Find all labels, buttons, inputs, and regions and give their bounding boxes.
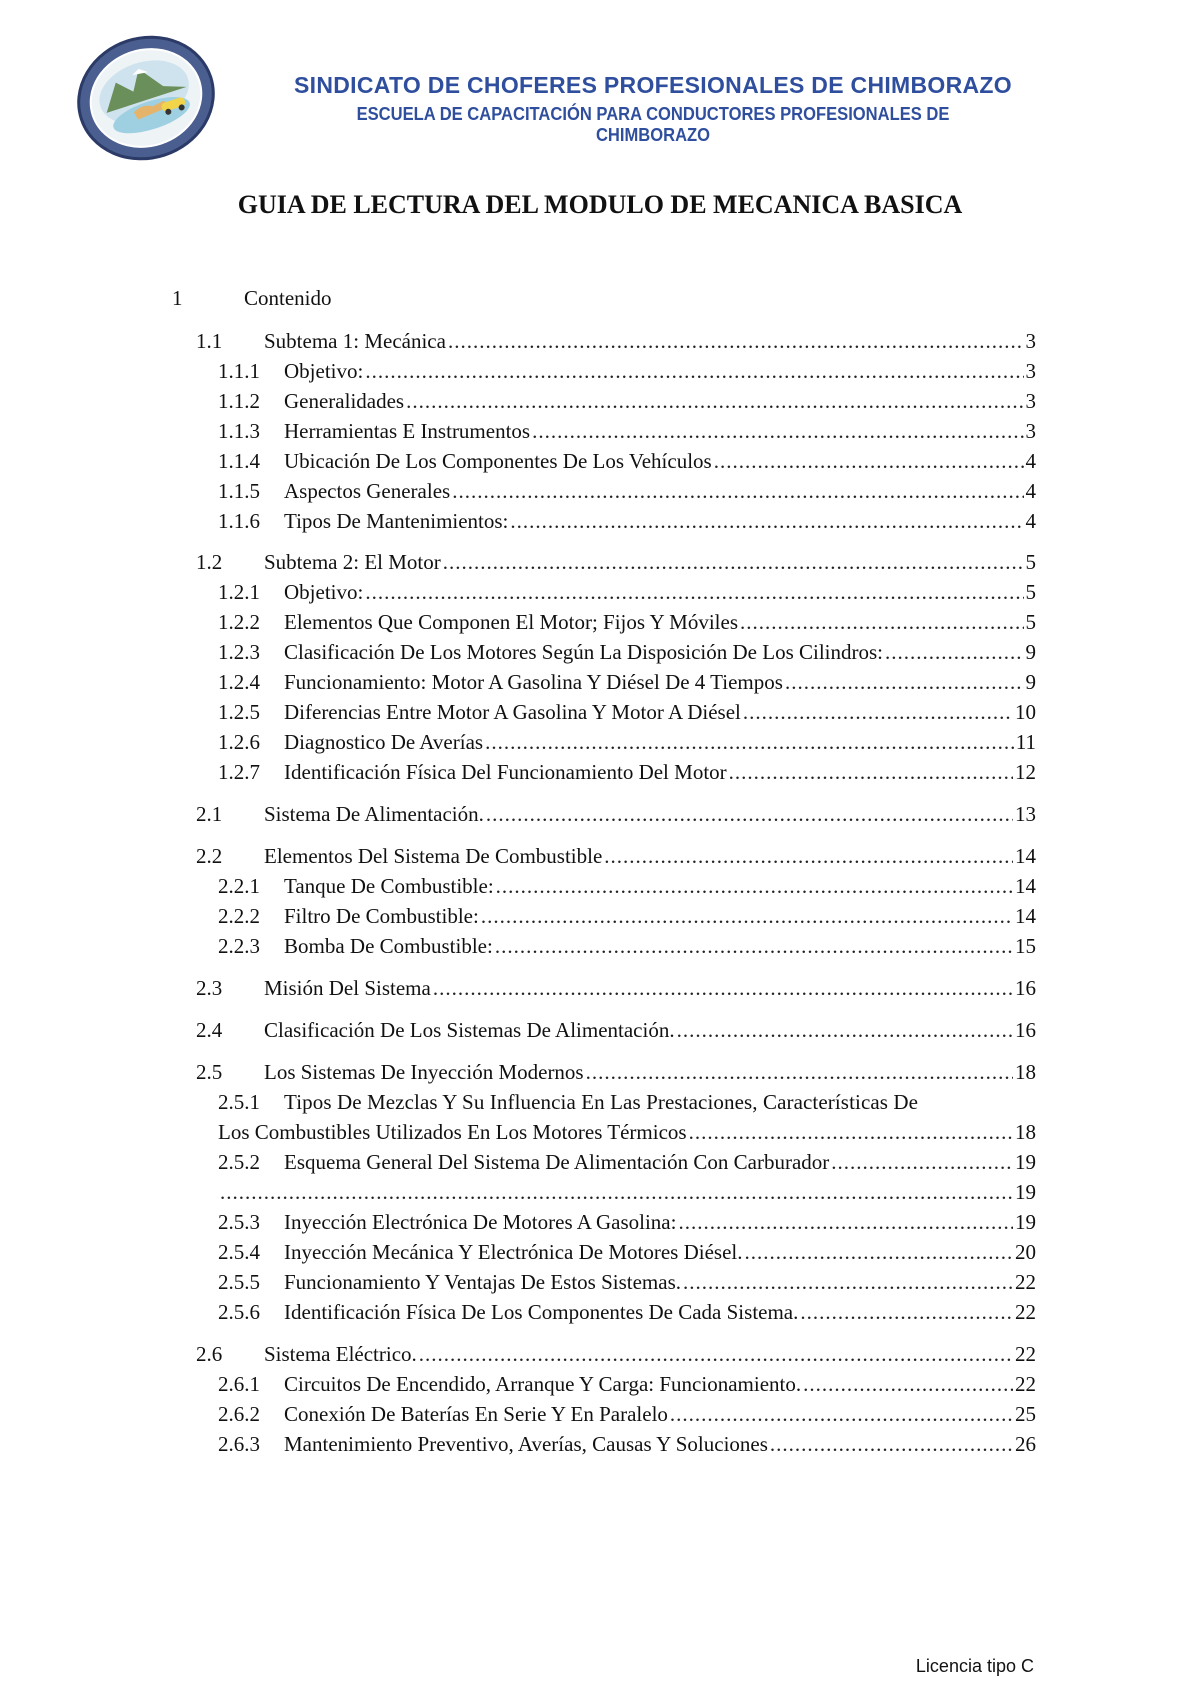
toc-entry[interactable] xyxy=(218,448,1036,474)
toc-entry[interactable] xyxy=(218,1089,1036,1115)
toc-entry-title: Esquema General Del Sistema De Alimentación Con Carburador xyxy=(284,1150,830,1174)
toc-entry[interactable] xyxy=(196,843,1036,869)
toc-entry[interactable] xyxy=(218,1431,1036,1457)
toc-entry-title: Elementos Que Componen El Motor; Fijos Y Móviles xyxy=(284,610,739,634)
toc-entry-number: 2.3 xyxy=(196,976,223,1000)
toc-entry[interactable] xyxy=(218,358,1036,384)
toc-entry-number: 1.1.3 xyxy=(218,419,260,443)
toc-entry[interactable] xyxy=(218,508,1036,534)
toc-leader-dots xyxy=(365,579,1023,605)
toc-entry-number: 2.2 xyxy=(196,844,223,868)
toc-entry[interactable] xyxy=(218,639,1036,665)
toc-entry-title: Bomba De Combustible: xyxy=(284,934,493,958)
toc-leader-dots xyxy=(496,873,1013,899)
toc-entry-page: 5 xyxy=(1025,580,1036,604)
toc-leader-dots xyxy=(743,699,1013,725)
toc-entry-page: 22 xyxy=(1015,1342,1036,1366)
toc-leader-dots xyxy=(481,903,1013,929)
toc-entry-page: 19 xyxy=(1015,1180,1036,1204)
toc-entry-page: 16 xyxy=(1015,976,1036,1000)
toc-entry-page: 18 xyxy=(1015,1060,1036,1084)
toc-entry-number: 1.1 xyxy=(196,329,223,353)
footer-license: Licencia tipo C xyxy=(915,1656,1034,1676)
toc-entry-number: 1.2.1 xyxy=(218,580,260,604)
toc-entry[interactable] xyxy=(196,328,1036,354)
toc-entry[interactable] xyxy=(196,1017,1036,1043)
toc-entry[interactable] xyxy=(196,549,1036,575)
toc-entry-page: 22 xyxy=(1015,1270,1036,1294)
toc-entry-title: Objetivo: xyxy=(284,580,364,604)
toc-entry-title: Aspectos Generales xyxy=(284,479,451,503)
toc-entry-number: 2.6.3 xyxy=(218,1432,260,1456)
toc-entry-page: 19 xyxy=(1015,1210,1036,1234)
toc-entry-number: 1.2.2 xyxy=(218,610,260,634)
toc-entry[interactable] xyxy=(218,1209,1036,1235)
toc-entry-number: 2.5.4 xyxy=(218,1240,260,1264)
toc-entry-page: 3 xyxy=(1025,419,1036,443)
page-header xyxy=(0,0,1200,180)
toc-entry[interactable] xyxy=(218,1299,1036,1325)
toc-entry-number: 1.1.6 xyxy=(218,509,260,533)
toc-entry-number: 2.5.2 xyxy=(218,1150,260,1174)
toc-entry-title: Inyección Electrónica De Motores A Gasolina: xyxy=(284,1210,677,1234)
toc-entry-page: 11 xyxy=(1015,730,1036,754)
toc-entry-title: Diferencias Entre Motor A Gasolina Y Motor A Diésel xyxy=(284,700,741,724)
toc-entry-number: 2.2.3 xyxy=(218,934,260,958)
toc-leader-dots xyxy=(365,358,1023,384)
toc-entry-page: 18 xyxy=(1015,1120,1036,1144)
toc-entry-page: 4 xyxy=(1025,449,1036,473)
toc-entry-page: 9 xyxy=(1025,640,1036,664)
toc-entry[interactable] xyxy=(218,388,1036,414)
toc-entry[interactable] xyxy=(218,478,1036,504)
toc-entry-title: Identificación Física De Los Componentes De Cada Sistema. xyxy=(284,1300,799,1324)
toc-entry-number: 1.1.2 xyxy=(218,389,260,413)
toc-entry-page: 9 xyxy=(1025,670,1036,694)
toc-entry-number: 2.6.1 xyxy=(218,1372,260,1396)
toc-entry-title: Clasificación De Los Motores Según La Disposición De Los Cilindros: xyxy=(284,640,884,664)
toc-entry-number: 2.6.2 xyxy=(218,1402,260,1426)
toc-entry-page: 4 xyxy=(1025,509,1036,533)
toc-leader-dots xyxy=(683,1269,1013,1295)
toc-entry[interactable] xyxy=(218,729,1036,755)
toc-entry-number: 1.2.7 xyxy=(218,760,260,784)
toc-entry-title: Los Combustibles Utilizados En Los Motores Térmicos xyxy=(218,1120,687,1144)
toc-leader-dots xyxy=(604,843,1013,869)
toc-entry-page: 22 xyxy=(1015,1372,1036,1396)
toc-entry-page: 26 xyxy=(1015,1432,1036,1456)
toc-entry-title: Inyección Mecánica Y Electrónica De Motores Diésel. xyxy=(284,1240,743,1264)
toc-entry[interactable] xyxy=(218,1239,1036,1265)
toc-entry-page: 5 xyxy=(1025,610,1036,634)
toc-leader-dots xyxy=(770,1431,1013,1457)
toc-entry-title: Identificación Física Del Funcionamiento Del Motor xyxy=(284,760,727,784)
toc-leader-dots xyxy=(831,1149,1013,1175)
toc-entry[interactable] xyxy=(218,1149,1036,1175)
toc-leader-dots xyxy=(448,328,1024,354)
toc-entry-title: Sistema De Alimentación. xyxy=(264,802,484,826)
toc-entry-page: 3 xyxy=(1025,359,1036,383)
toc-entry-title: Tipos De Mantenimientos: xyxy=(284,509,509,533)
toc-entry-page: 13 xyxy=(1015,802,1036,826)
toc-entry-number: 1.1.1 xyxy=(218,359,260,383)
toc-entry-title: Sistema Eléctrico. xyxy=(264,1342,417,1366)
toc-leader-dots xyxy=(532,418,1023,444)
toc-leader-dots xyxy=(486,801,1013,827)
toc-entry-page: 3 xyxy=(1025,329,1036,353)
toc-entry-number: 2.4 xyxy=(196,1018,223,1042)
toc-entry[interactable] xyxy=(218,873,1036,899)
toc-entry-page: 14 xyxy=(1015,844,1036,868)
toc-entry-title: Subtema 2: El Motor xyxy=(264,550,441,574)
toc-heading-label: Contenido xyxy=(244,286,332,310)
toc-leader-dots xyxy=(740,609,1023,635)
toc-entry-number: 1.1.4 xyxy=(218,449,260,473)
toc-leader-dots xyxy=(443,549,1024,575)
toc-entry[interactable] xyxy=(196,1059,1036,1085)
toc-entry-title: Objetivo: xyxy=(284,359,364,383)
organization-subtitle: ESCUELA DE CAPACITACIÓN PARA CONDUCTORES PROFESIONALES DE CHIMBORAZO xyxy=(356,104,950,145)
toc-entry-title: Tipos De Mezclas Y Su Influencia En Las Prestaciones, Características De xyxy=(284,1090,919,1114)
toc-leader-dots xyxy=(714,448,1024,474)
toc-leader-dots xyxy=(433,975,1013,1001)
toc-leader-dots xyxy=(885,639,1023,665)
toc-entry[interactable] xyxy=(218,759,1036,785)
toc-entry-number: 1.2.5 xyxy=(218,700,260,724)
toc-entry-title: Diagnostico De Averías xyxy=(284,730,484,754)
toc-leader-dots xyxy=(803,1371,1013,1397)
toc-leader-dots xyxy=(745,1239,1014,1265)
toc-entry[interactable] xyxy=(218,669,1036,695)
toc-leader-dots xyxy=(495,933,1013,959)
toc-entry-title: Mantenimiento Preventivo, Averías, Causas Y Soluciones xyxy=(284,1432,768,1456)
toc-entry-number: 2.2.2 xyxy=(218,904,260,928)
toc-entry-title: Misión Del Sistema xyxy=(264,976,431,1000)
toc-leader-dots xyxy=(689,1119,1013,1145)
toc-entry-number: 2.2.1 xyxy=(218,874,260,898)
toc-entry[interactable] xyxy=(218,933,1036,959)
toc-entry-number: 2.5.1 xyxy=(218,1090,260,1114)
toc-leader-dots xyxy=(510,508,1023,534)
toc-entry-title: Subtema 1: Mecánica xyxy=(264,329,446,353)
toc-entry-title: Elementos Del Sistema De Combustible xyxy=(264,844,603,868)
toc-entry-number: 2.6 xyxy=(196,1342,223,1366)
toc-entry[interactable] xyxy=(218,1371,1036,1397)
toc-entry-page: 20 xyxy=(1015,1240,1036,1264)
toc-entry-page: 10 xyxy=(1015,700,1036,724)
toc-leader-dots xyxy=(220,1179,1013,1205)
toc-leader-dots xyxy=(800,1299,1013,1325)
document-title: GUIA DE LECTURA DEL MODULO DE MECANICA BASICA xyxy=(237,190,963,219)
toc-entry[interactable] xyxy=(218,1269,1036,1295)
toc-entry-number: 2.5 xyxy=(196,1060,223,1084)
toc-heading-number: 1 xyxy=(172,286,183,310)
toc-entry[interactable] xyxy=(218,418,1036,444)
toc-entry-number: 2.5.3 xyxy=(218,1210,260,1234)
toc-entry-number: 1.2.4 xyxy=(218,670,260,694)
toc-entry[interactable] xyxy=(218,903,1036,929)
toc-entry-page: 14 xyxy=(1015,904,1036,928)
organization-name: SINDICATO DE CHOFERES PROFESIONALES DE CHIMBORAZO xyxy=(294,72,1012,98)
toc-leader-dots xyxy=(785,669,1024,695)
toc-leader-dots xyxy=(729,759,1013,785)
toc-leader-dots xyxy=(485,729,1014,755)
toc-entry[interactable] xyxy=(218,1179,1036,1205)
toc-entry[interactable] xyxy=(218,579,1036,605)
toc-entry-title: Funcionamiento: Motor A Gasolina Y Diésel De 4 Tiempos xyxy=(284,670,783,694)
toc-leader-dots xyxy=(452,478,1023,504)
toc-entry-title: Generalidades xyxy=(284,389,405,413)
toc-leader-dots xyxy=(419,1341,1013,1367)
toc-entry-page: 4 xyxy=(1025,479,1036,503)
toc-entry[interactable] xyxy=(196,801,1036,827)
toc-entry-page: 14 xyxy=(1015,874,1036,898)
toc-leader-dots xyxy=(586,1059,1013,1085)
toc-entry-number: 2.5.6 xyxy=(218,1300,260,1324)
toc-entry[interactable] xyxy=(218,1401,1036,1427)
toc-heading xyxy=(172,286,332,311)
toc-leader-dots xyxy=(406,388,1023,414)
toc-entry-page: 12 xyxy=(1015,760,1036,784)
toc-entry-number: 1.2 xyxy=(196,550,223,574)
toc-entry[interactable] xyxy=(196,1341,1036,1367)
toc-entry[interactable] xyxy=(218,699,1036,725)
toc-entry[interactable] xyxy=(218,1119,1036,1145)
toc-entry-page: 5 xyxy=(1025,550,1036,574)
toc-entry-number: 2.5.5 xyxy=(218,1270,260,1294)
toc-entry-number: 2.1 xyxy=(196,802,223,826)
toc-entry-title: Funcionamiento Y Ventajas De Estos Sistemas. xyxy=(284,1270,682,1294)
toc-entry-number: 1.2.6 xyxy=(218,730,260,754)
toc-entry-title: Clasificación De Los Sistemas De Alimentación. xyxy=(264,1018,675,1042)
toc-entry[interactable] xyxy=(196,975,1036,1001)
toc-entry-page: 19 xyxy=(1015,1150,1036,1174)
toc-entry-title: Filtro De Combustible: xyxy=(284,904,479,928)
toc-entry-number: 1.2.3 xyxy=(218,640,260,664)
toc-entry-page: 15 xyxy=(1015,934,1036,958)
toc-entry-title: Los Sistemas De Inyección Modernos xyxy=(264,1060,584,1084)
union-seal-icon xyxy=(70,22,222,174)
toc-leader-dots xyxy=(678,1209,1013,1235)
toc-entry-page: 25 xyxy=(1015,1402,1036,1426)
toc-entry-title: Herramientas E Instrumentos xyxy=(284,419,531,443)
toc-entry[interactable] xyxy=(218,609,1036,635)
toc-leader-dots xyxy=(677,1017,1013,1043)
toc-entry-page: 22 xyxy=(1015,1300,1036,1324)
toc-leader-dots xyxy=(670,1401,1013,1427)
toc-entry-number: 1.1.5 xyxy=(218,479,260,503)
toc-entry-page: 3 xyxy=(1025,389,1036,413)
toc-entry-page: 16 xyxy=(1015,1018,1036,1042)
toc-entry-title: Conexión De Baterías En Serie Y En Paralelo xyxy=(284,1402,668,1426)
toc-entry-title: Tanque De Combustible: xyxy=(284,874,494,898)
toc-entry-title: Ubicación De Los Componentes De Los Vehículos xyxy=(284,449,712,473)
toc-entry-title: Circuitos De Encendido, Arranque Y Carga: Funcionamiento. xyxy=(284,1372,802,1396)
